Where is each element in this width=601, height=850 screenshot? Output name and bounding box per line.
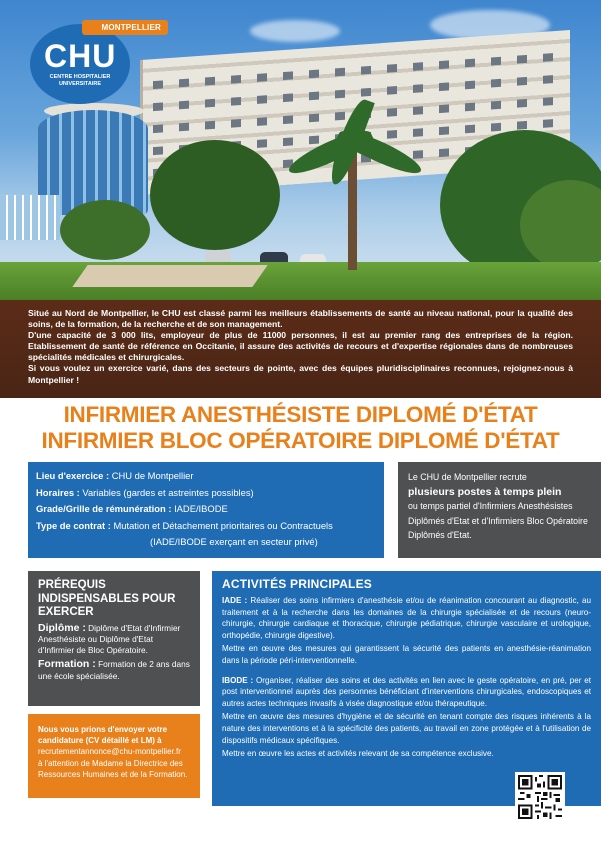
- job-info-box: [28, 462, 384, 558]
- prereq-diplome: Diplôme : Diplôme d'Etat d'Infirmier Anesthésiste ou Diplôme d'Etat d'Infirmier de Bloc Opératoire.: [38, 621, 181, 656]
- info-lieu: Lieu d'exercice : CHU de Montpellier: [36, 470, 194, 481]
- contact-attention: à l'attention de Madame la Directrice des Ressources Humaines et de la Formation.: [38, 758, 188, 779]
- qr-code-icon[interactable]: [515, 772, 565, 822]
- recruit-line-2: plusieurs postes à temps plein: [408, 485, 562, 498]
- prerequisites-box: [28, 571, 200, 706]
- ibode-paragraph: IBODE : Organiser, réaliser des soins et des activités en lien avec le geste opératoire, en pré, per et post interventionnel auprès des personnes bénéficiant d'interventions chirurgicales, endoscopiques et autres actes techniques invasifs à visée diagnostique et/ou thérapeutique.: [222, 675, 592, 708]
- iade-paragraph: IADE : Réaliser des soins infirmiers d'anesthésie et/ou de réanimation concourant au diagnostic, au traitement et à la recherche dans les domaines de la chirurgie spécialisée et de recours (neuro-chirurgie, chirurgie cardiaque et thoracique, chirurgie pédiatrique, chirurgie vasculaire et urologique, orthopédie, chirurgie digestive).: [222, 596, 592, 640]
- contact-box: [28, 714, 200, 798]
- contact-intro: Nous vous prions d'envoyer votre candidature (CV détaillé et LM) à: [38, 725, 168, 746]
- info-contrat-detail: (IADE/IBODE exerçant en secteur privé): [150, 536, 318, 547]
- intro-paragraph-2: D'une capacité de 3 000 lits, employeur de plus de 11000 personnes, il est au premier rang des entreprises de la région. Etablissement de santé de référence en Occitanie, il assure des activités de recours et d'expertise régionales dans de nombreuses spécialités médicales et chirurgicales.: [28, 330, 573, 363]
- job-title-ibode: INFIRMIER BLOC OPÉRATOIRE DIPLOMÉ D'ÉTAT: [41, 428, 560, 453]
- prereq-formation: Formation : Formation de 2 ans dans une école spécialisée.: [38, 658, 190, 681]
- intro-paragraph-3: Si vous voulez un exercice varié, dans des secteurs de pointe, avec des équipes pluridisciplinaires reconnues, rejoignez-nous à Montpellier !: [28, 363, 573, 385]
- info-grade: Grade/Grille de rémunération : IADE/IBODE: [36, 503, 228, 514]
- info-contrat: Type de contrat : Mutation et Détachement prioritaires ou Contractuels: [36, 519, 333, 531]
- recruit-box: [398, 462, 601, 558]
- activities-box: [212, 571, 601, 806]
- iade-paragraph-2: Mettre en œuvre des mesures qui garantissent la sécurité des patients en anesthésie-réanimation dans la période péri-interventionnelle.: [222, 644, 591, 665]
- job-titles: [0, 402, 601, 454]
- logo-subtitle: CENTRE HOSPITALIER UNIVERSITAIRE: [49, 74, 111, 87]
- intro-paragraph-1: Situé au Nord de Montpellier, le CHU est classé parmi les meilleurs établissements de santé au niveau national, pour la qualité des soins, de la formation, de la recherche et de son management.: [28, 308, 573, 330]
- logo-city-tab: MONTPELLIER: [82, 20, 168, 35]
- ibode-paragraph-3: Mettre en œuvre les actes et activités relevant de sa compétence exclusive.: [222, 749, 494, 759]
- recruit-line-3: ou temps partiel d'Infirmiers Anesthésistes Diplômés d'Etat et d'Infirmiers Bloc Opératoire Diplômés d'Etat.: [408, 501, 588, 540]
- chu-logo: [30, 20, 161, 104]
- intro-text-block: [0, 300, 601, 398]
- ibode-paragraph-2: Mettre en œuvre des mesures d'hygiène et de sécurité en tenant compte des risques inhérents à la nature des interventions et à la spécificité des patients, au travail en zone protégée et à l'utilisation de dispositifs médicaux spécifiques.: [222, 712, 591, 745]
- prerequisites-title: PRÉREQUIS INDISPENSABLES POUR EXERCER: [38, 579, 176, 619]
- recruit-line-1: Le CHU de Montpellier recrute: [408, 472, 527, 482]
- contact-email-link[interactable]: recrutementannonce@chu-montpellier.fr: [38, 747, 181, 757]
- job-title-iade: INFIRMIER ANESTHÉSISTE DIPLOMÉ D'ÉTAT: [63, 402, 538, 427]
- info-horaires: Horaires : Variables (gardes et astreintes possibles): [36, 486, 254, 498]
- activities-title: ACTIVITÉS PRINCIPALES: [222, 577, 372, 591]
- logo-brand: CHU: [44, 38, 117, 74]
